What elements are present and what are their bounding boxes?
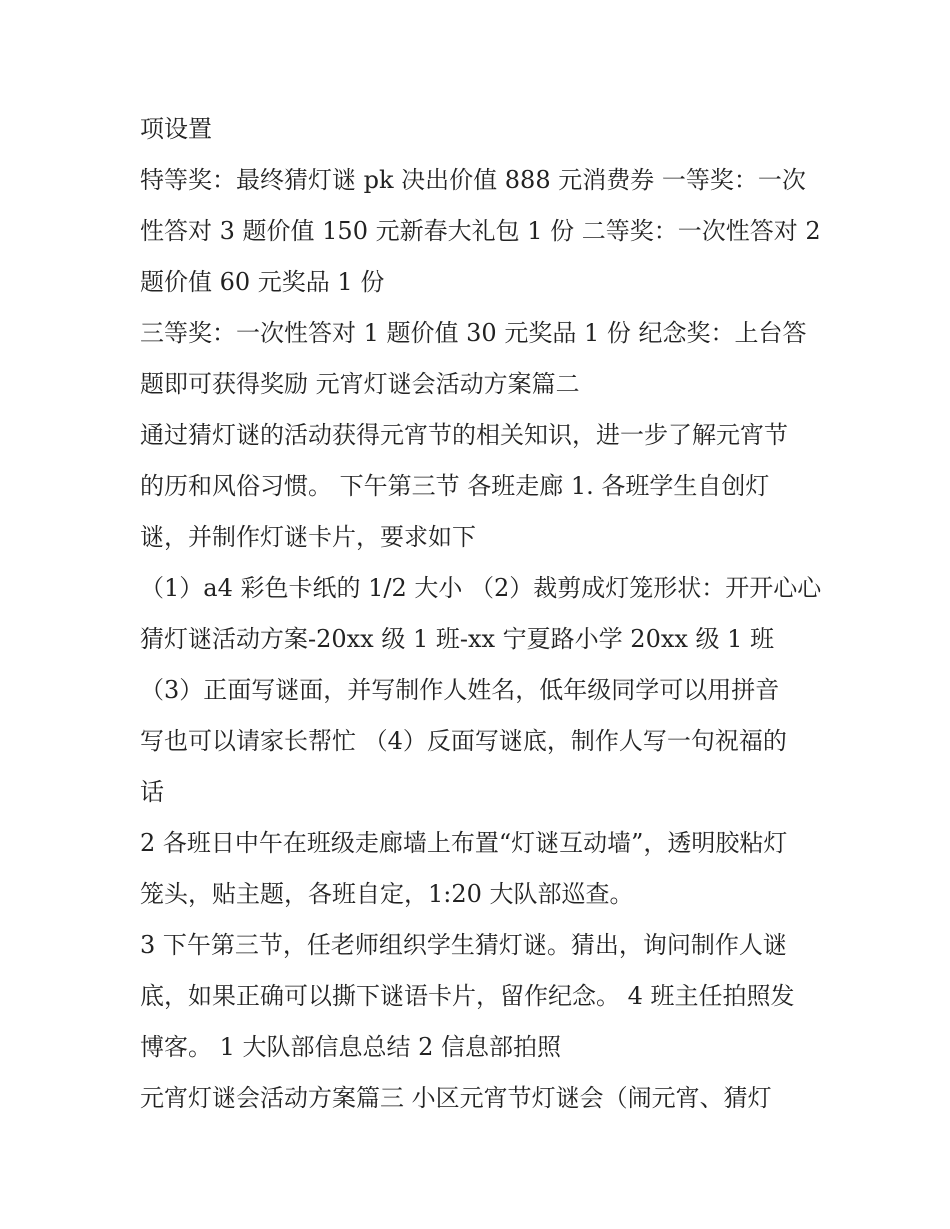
text-line: 的历和风俗习惯。 下午第三节 各班走廊 1. 各班学生自创灯 [140,472,770,500]
text-line: 题即可获得奖励 元宵灯谜会活动方案篇二 [140,370,580,398]
text-line: 特等奖：最终猜灯谜 pk 决出价值 888 元消费券 一等奖：一次 [140,166,806,194]
text-line: 谜，并制作灯谜卡片，要求如下 [140,523,476,551]
document-body [140,104,820,1124]
text-line: 写也可以请家长帮忙 （4）反面写谜底，制作人写一句祝福的 [140,727,787,755]
text-line: 笼头，贴主题，各班自定，1:20 大队部巡查。 [140,880,634,908]
text-line: 博客。 1 大队部信息总结 2 信息部拍照 [140,1033,562,1061]
text-line: 2 各班日中午在班级走廊墙上布置“灯谜互动墙”，透明胶粘灯 [140,829,788,857]
text-line: 猜灯谜活动方案-20xx 级 1 班-xx 宁夏路小学 20xx 级 1 班 [140,625,775,653]
text-line: 项设置 [140,115,212,143]
text-line: 话 [140,778,164,806]
text-line: （3）正面写谜面，并写制作人姓名，低年级同学可以用拼音 [140,676,780,704]
text-line: 底，如果正确可以撕下谜语卡片，留作纪念。 4 班主任拍照发 [140,982,795,1010]
text-line: 3 下午第三节，任老师组织学生猜灯谜。猜出，询问制作人谜 [140,931,787,959]
text-line: 题价值 60 元奖品 1 份 [140,268,385,296]
text-line: 性答对 3 题价值 150 元新春大礼包 1 份 二等奖：一次性答对 2 [140,217,821,245]
text-line: （1）a4 彩色卡纸的 1/2 大小 （2）裁剪成灯笼形状：开开心心 [140,574,822,602]
text-line: 三等奖：一次性答对 1 题价值 30 元奖品 1 份 纪念奖：上台答 [140,319,807,347]
text-line: 元宵灯谜会活动方案篇三 小区元宵节灯谜会（闹元宵、猜灯 [140,1084,772,1112]
text-line: 通过猜灯谜的活动获得元宵节的相关知识，进一步了解元宵节 [140,421,788,449]
